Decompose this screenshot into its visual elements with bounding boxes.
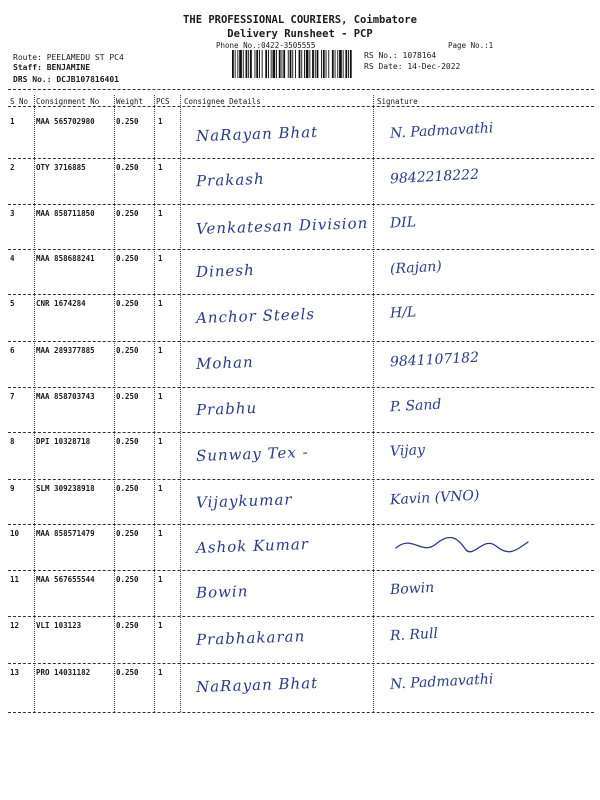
consignee-handwriting: Anchor Steels	[195, 304, 316, 328]
signature-handwriting: Vijay	[389, 442, 426, 460]
pcs-count: 1	[158, 254, 163, 263]
rs-date: RS Date: 14-Dec-2022	[364, 62, 461, 71]
pcs-count: 1	[158, 209, 163, 218]
consignment-number: MAA 567655544	[36, 575, 95, 584]
signature-handwriting: R. Rull	[389, 625, 439, 645]
consignment-number: MAA 858688241	[36, 254, 95, 263]
consignee-handwriting: Bowin	[195, 582, 249, 602]
weight-value: 0.250	[116, 575, 139, 584]
company-title: THE PROFESSIONAL COURIERS, Coimbatore	[183, 14, 417, 26]
table-top-rule	[8, 89, 594, 90]
weight-value: 0.250	[116, 621, 139, 630]
weight-value: 0.250	[116, 392, 139, 401]
pcs-count: 1	[158, 163, 163, 172]
column-divider	[180, 95, 181, 712]
row-separator	[8, 387, 594, 388]
signature-handwriting: N. Padmavathi	[389, 671, 494, 693]
row-serial-number: 6	[10, 346, 15, 355]
consignment-number: OTY 3716885	[36, 163, 86, 172]
row-serial-number: 7	[10, 392, 15, 401]
row-separator	[8, 294, 594, 295]
consignment-number: MAA 858703743	[36, 392, 95, 401]
consignment-number: CNR 1674284	[36, 299, 86, 308]
consignment-number: MAA 289377885	[36, 346, 95, 355]
pcs-count: 1	[158, 392, 163, 401]
drs-number: DRS No.: DCJB107816401	[13, 75, 119, 84]
consignee-handwriting: Vijaykumar	[195, 490, 293, 512]
consignee-handwriting: Sunway Tex -	[195, 443, 309, 465]
row-separator	[8, 570, 594, 571]
weight-value: 0.250	[116, 437, 139, 446]
consignee-handwriting: Prabhakaran	[195, 627, 306, 649]
pcs-count: 1	[158, 346, 163, 355]
column-divider	[373, 95, 374, 712]
consignment-number: MAA 858711850	[36, 209, 95, 218]
consignee-handwriting: Dinesh	[195, 260, 256, 282]
consignment-number: MAA 858571479	[36, 529, 95, 538]
signature-handwriting: 9842218222	[389, 166, 480, 188]
consignment-number: DPI 10328718	[36, 437, 91, 446]
signature-scribble	[392, 530, 532, 560]
weight-value: 0.250	[116, 299, 139, 308]
pcs-count: 1	[158, 484, 163, 493]
phone-number: Phone No.:0422-3505555	[216, 41, 316, 50]
col-header-sno: S No	[10, 97, 29, 106]
column-divider	[154, 95, 155, 712]
signature-handwriting: 9841107182	[389, 349, 480, 371]
col-header-consignment: Consignment No	[36, 97, 100, 106]
page-number: Page No.:1	[448, 41, 494, 50]
pcs-count: 1	[158, 117, 163, 126]
consignee-handwriting: NaRayan Bhat	[195, 122, 319, 146]
pcs-count: 1	[158, 621, 163, 630]
row-serial-number: 9	[10, 484, 15, 493]
pcs-count: 1	[158, 299, 163, 308]
row-separator	[8, 479, 594, 480]
rs-number: RS No.: 1078164	[364, 51, 437, 60]
pcs-count: 1	[158, 437, 163, 446]
runsheet-subtitle: Delivery Runsheet - PCP	[227, 28, 373, 40]
row-separator	[8, 663, 594, 664]
row-separator	[8, 616, 594, 617]
route-label: Route: PEELAMEDU ST PC4	[13, 53, 124, 62]
signature-handwriting: P. Sand	[389, 396, 442, 416]
signature-handwriting: DIL	[389, 214, 417, 232]
barcode-image	[232, 50, 354, 78]
weight-value: 0.250	[116, 484, 139, 493]
pcs-count: 1	[158, 529, 163, 538]
row-serial-number: 8	[10, 437, 15, 446]
row-serial-number: 11	[10, 575, 20, 584]
pcs-count: 1	[158, 575, 163, 584]
consignee-handwriting: NaRayan Bhat	[195, 673, 319, 697]
row-separator	[8, 341, 594, 342]
row-separator	[8, 524, 594, 525]
row-serial-number: 5	[10, 299, 15, 308]
col-header-weight: Weight	[116, 97, 144, 106]
consignee-handwriting: Ashok Kumar	[195, 535, 310, 557]
row-separator	[8, 249, 594, 250]
consignee-handwriting: Mohan	[195, 352, 254, 374]
signature-handwriting: N. Padmavathi	[389, 120, 494, 142]
col-header-signature: Signature	[377, 97, 418, 106]
consignment-number: VLI 103123	[36, 621, 82, 630]
row-serial-number: 4	[10, 254, 15, 263]
col-header-pcs: PCS	[156, 97, 170, 106]
weight-value: 0.250	[116, 668, 139, 677]
column-divider	[114, 95, 115, 712]
consignee-handwriting: Venkatesan Division	[195, 213, 369, 239]
row-separator	[8, 432, 594, 433]
row-serial-number: 12	[10, 621, 20, 630]
table-header-rule	[8, 106, 594, 107]
consignee-handwriting: Prakash	[195, 169, 265, 191]
consignment-number: PRO 14031182	[36, 668, 91, 677]
row-serial-number: 2	[10, 163, 15, 172]
pcs-count: 1	[158, 668, 163, 677]
row-separator	[8, 712, 594, 713]
signature-handwriting: Kavin (VNO)	[389, 487, 480, 509]
row-serial-number: 3	[10, 209, 15, 218]
row-serial-number: 13	[10, 668, 20, 677]
consignment-number: SLM 309238918	[36, 484, 95, 493]
signature-handwriting: Bowin	[389, 579, 435, 599]
weight-value: 0.250	[116, 529, 139, 538]
weight-value: 0.250	[116, 346, 139, 355]
weight-value: 0.250	[116, 163, 139, 172]
signature-handwriting: (Rajan)	[389, 258, 443, 278]
weight-value: 0.250	[116, 254, 139, 263]
consignment-number: MAA 565702980	[36, 117, 95, 126]
col-header-consignee: Consignee Details	[184, 97, 261, 106]
staff-label: Staff: BENJAMINE	[13, 63, 91, 72]
weight-value: 0.250	[116, 209, 139, 218]
weight-value: 0.250	[116, 117, 139, 126]
row-separator	[8, 158, 594, 159]
column-divider	[34, 95, 35, 712]
consignee-handwriting: Prabhu	[195, 398, 258, 420]
row-serial-number: 1	[10, 117, 15, 126]
row-separator	[8, 204, 594, 205]
signature-handwriting: H/L	[389, 304, 417, 322]
row-serial-number: 10	[10, 529, 20, 538]
